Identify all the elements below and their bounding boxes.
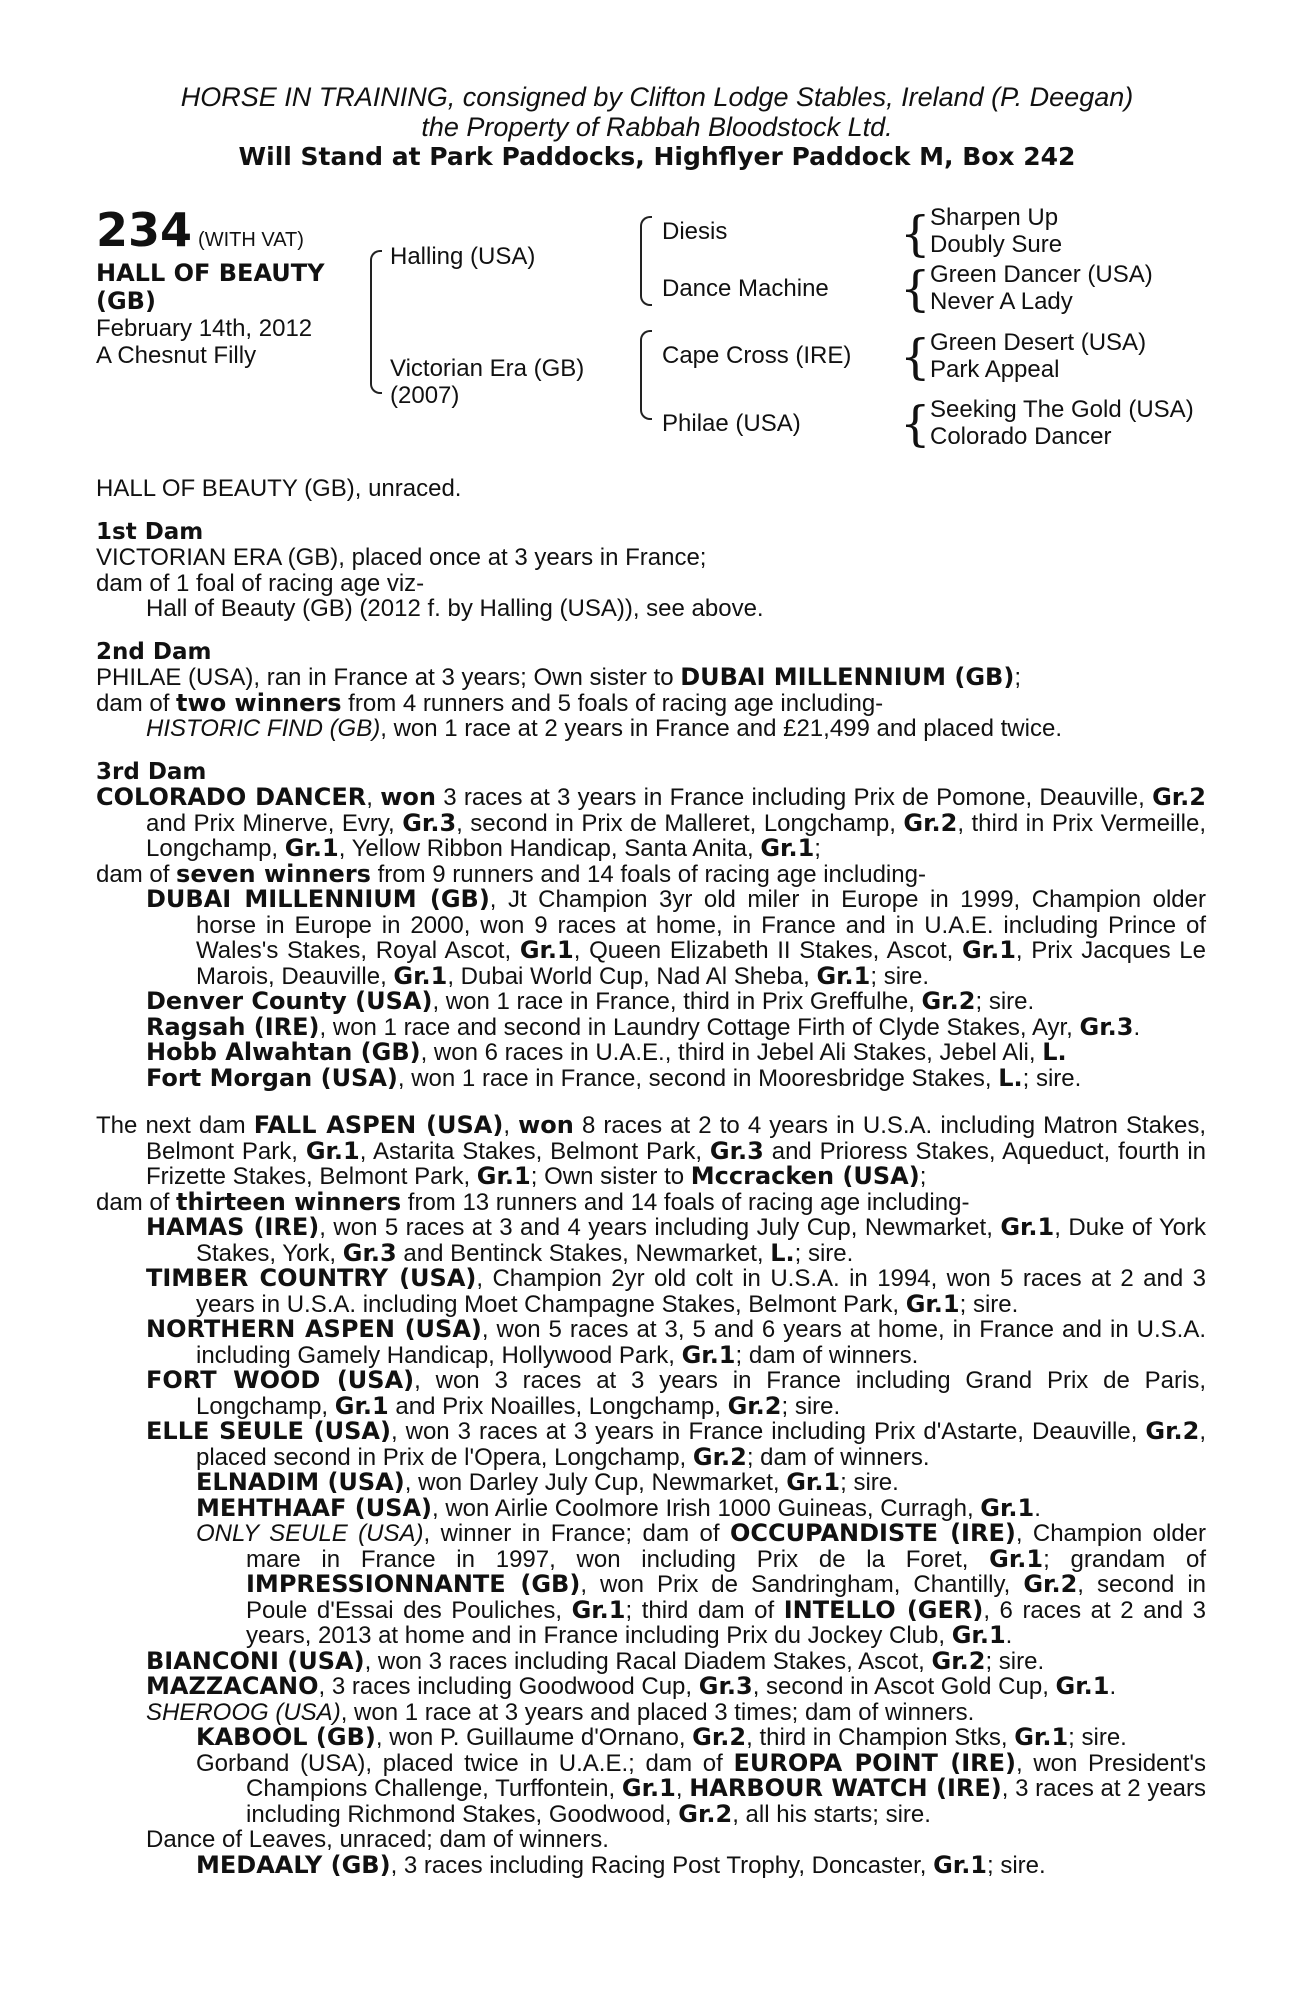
- second-dam-heading: 2nd Dam: [96, 638, 212, 665]
- list-item: KABOOL (GB), won P. Guillaume d'Ornano, Gr.2, third in Champion Stks, Gr.1; sire.: [196, 1723, 1127, 1751]
- pedigree-brace-dam: [640, 330, 652, 420]
- pedigree-ssd: Doubly Sure: [930, 231, 1063, 258]
- list-item: DUBAI MILLENNIUM (GB), Jt Champion 3yr old miler in Europe in 1999, Champion older horse in Europe in 2000, won 9 races at home, in France and in U.A.E. including Prince of Wales's Stakes, Royal Ascot, Gr.1, Queen Elizabeth II Stakes, Ascot, Gr.1, Prix Jacques Le Marois, Deauville, Gr.1, Dubai World Cup, Nad Al Sheba, Gr.1; sire.: [146, 885, 1206, 990]
- foaling-date: February 14th, 2012: [96, 315, 313, 342]
- pedigree-brace-sd: {: [900, 261, 931, 317]
- race-record: HALL OF BEAUTY (GB), unraced.: [96, 475, 462, 502]
- consignor-line: HORSE IN TRAINING, consigned by Clifton Lodge Stables, Ireland (P. Deegan): [180, 82, 1134, 112]
- next-dam-produce-intro: dam of thirteen winners from 13 runners and 14 foals of racing age including-: [96, 1187, 970, 1216]
- pedigree-sds: Green Dancer (USA): [930, 261, 1153, 288]
- list-item: Fort Morgan (USA), won 1 race in France, second in Mooresbridge Stakes, L.; sire.: [146, 1063, 1082, 1092]
- list-item: SHEROOG (USA), won 1 race at 3 years and placed 3 times; dam of winners.: [146, 1698, 975, 1726]
- lot-number: 234: [96, 203, 193, 257]
- list-item: ELLE SEULE (USA), won 3 races at 3 years in France including Prix d'Astarte, Deauville, Gr.2, placed second in Prix de l'Opera, Longchamp, Gr.2; dam of winners.: [146, 1417, 1207, 1471]
- pedigree-dsd: Park Appeal: [930, 356, 1060, 383]
- location-line: Will Stand at Park Paddocks, Highflyer Paddock M, Box 242: [238, 142, 1076, 171]
- pedigree-sss: Sharpen Up: [930, 204, 1059, 231]
- list-item: FORT WOOD (USA), won 3 races at 3 years in France including Grand Prix de Paris, Longchamp, Gr.1 and Prix Noailles, Longchamp, Gr.2; sire.: [146, 1366, 1206, 1420]
- pedigree-sire: Halling (USA): [390, 243, 536, 270]
- pedigree-sdd: Never A Lady: [930, 288, 1073, 315]
- list-item: NORTHERN ASPEN (USA), won 5 races at 3, 5 and 6 years at home, in France and in U.S.A. including Gamely Handicap, Hollywood Park, Gr.1; dam of winners.: [146, 1315, 1207, 1369]
- pedigree-dss: Green Desert (USA): [930, 329, 1147, 356]
- pedigree-brace-main: [370, 250, 382, 394]
- list-item: Hobb Alwahtan (GB), won 6 races in U.A.E., third in Jebel Ali Stakes, Jebel Ali, L.: [146, 1038, 1067, 1066]
- list-item: MEDAALY (GB), 3 races including Racing Post Trophy, Doncaster, Gr.1; sire.: [196, 1850, 1046, 1879]
- list-item: ELNADIM (USA), won Darley July Cup, Newmarket, Gr.1; sire.: [196, 1468, 899, 1496]
- list-item: MEHTHAAF (USA), won Airlie Coolmore Irish 1000 Guineas, Curragh, Gr.1.: [196, 1493, 1041, 1522]
- pedigree-ddd: Colorado Dancer: [930, 423, 1112, 450]
- pedigree-dam-dam: Philae (USA): [662, 410, 801, 437]
- second-dam-produce-intro: dam of two winners from 4 runners and 5 foals of racing age including-: [96, 688, 884, 717]
- next-dam-line: The next dam FALL ASPEN (USA), won 8 races at 2 to 4 years in U.S.A. including Matron Stakes, Belmont Park, Gr.1, Astarita Stakes, Belmont Park, Gr.3 and Prioress Stakes, Aqueduct, fourth in Frizette Stakes, Belmont Park, Gr.1; Own sister to Mccracken (USA);: [96, 1111, 1206, 1190]
- list-item: ONLY SEULE (USA), winner in France; dam of OCCUPANDISTE (IRE), Champion older mare in France in 1997, won including Prix de la Foret, Gr.1; grandam of IMPRESSIONNANTE (GB), won Prix de Sandringham, Chantilly, Gr.2, second in Poule d'Essai des Pouliches, Gr.1; third dam of INTELLO (GER), 6 races at 2 and 3 years, 2013 at home and in France including Prix du Jockey Club, Gr.1.: [196, 1519, 1207, 1649]
- pedigree-brace-dd: {: [900, 396, 931, 452]
- vat-label: (WITH VAT): [198, 229, 304, 251]
- list-item: TIMBER COUNTRY (USA), Champion 2yr old colt in U.S.A. in 1994, won 5 races at 2 and 3 years in U.S.A. including Moet Champagne Stakes, Belmont Park, Gr.1; sire.: [146, 1264, 1206, 1318]
- horse-name: HALL OF BEAUTY: [96, 259, 325, 287]
- pedigree-brace-ss: {: [900, 206, 931, 262]
- pedigree-sire-sire: Diesis: [662, 218, 728, 245]
- list-item: Denver County (USA), won 1 race in France, third in Prix Greffulhe, Gr.2; sire.: [146, 987, 1035, 1015]
- second-dam-line: PHILAE (USA), ran in France at 3 years; Own sister to DUBAI MILLENNIUM (GB);: [96, 663, 1021, 691]
- pedigree-brace-sire: [640, 216, 652, 306]
- owner-line: the Property of Rabbah Bloodstock Ltd.: [421, 112, 893, 142]
- list-item: Dance of Leaves, unraced; dam of winners.: [146, 1826, 609, 1853]
- third-dam-line: COLORADO DANCER, won 3 races at 3 years in France including Prix de Pomone, Deauville, Gr.2 and Prix Minerve, Evry, Gr.3, second in Prix de Malleret, Longchamp, Gr.2, third in Prix Vermeille, Longchamp, Gr.1, Yellow Ribbon Handicap, Santa Anita, Gr.1;: [96, 783, 1207, 862]
- lot-block: [96, 205, 325, 369]
- third-dam-heading: 3rd Dam: [96, 758, 207, 785]
- pedigree-brace-ds: {: [900, 329, 931, 385]
- list-item: BIANCONI (USA), won 3 races including Racal Diadem Stakes, Ascot, Gr.2; sire.: [146, 1646, 1045, 1675]
- first-dam-foal: Hall of Beauty (GB) (2012 f. by Halling (USA)), see above.: [146, 595, 764, 622]
- second-dam-foal: HISTORIC FIND (GB), won 1 race at 2 years in France and £21,499 and placed twice.: [146, 715, 1062, 742]
- first-dam-line: VICTORIAN ERA (GB), placed once at 3 years in France;: [96, 544, 707, 571]
- horse-description: A Chesnut Filly: [96, 342, 257, 369]
- produce-record: [96, 476, 1206, 1878]
- list-item: HAMAS (IRE), won 5 races at 3 and 4 years including July Cup, Newmarket, Gr.1, Duke of York Stakes, York, Gr.3 and Bentinck Stakes, Newmarket, L.; sire.: [146, 1213, 1206, 1267]
- list-item: Ragsah (IRE), won 1 race and second in Laundry Cottage Firth of Clyde Stakes, Ayr, Gr.3.: [146, 1012, 1141, 1041]
- pedigree-sire-dam: Dance Machine: [662, 275, 829, 302]
- pedigree-dds: Seeking The Gold (USA): [930, 396, 1194, 423]
- lot-number-row: [96, 205, 325, 255]
- pedigree-dam-sire: Cape Cross (IRE): [662, 342, 852, 369]
- pedigree-dam: Victorian Era (GB): [390, 355, 585, 382]
- first-dam-produce-intro: dam of 1 foal of racing age viz-: [96, 569, 425, 597]
- list-item: Gorband (USA), placed twice in U.A.E.; dam of EUROPA POINT (IRE), won President's Champions Challenge, Turffontein, Gr.1, HARBOUR WATCH (IRE), 3 races at 2 years including Richmond Stakes, Goodwood, Gr.2, all his starts; sire.: [196, 1748, 1207, 1828]
- pedigree-dam-year: (2007): [390, 382, 460, 409]
- first-dam-heading: 1st Dam: [96, 518, 204, 545]
- horse-suffix: (GB): [96, 287, 156, 315]
- list-item: MAZZACANO, 3 races including Goodwood Cup, Gr.3, second in Ascot Gold Cup, Gr.1.: [146, 1672, 1117, 1700]
- third-dam-produce-intro: dam of seven winners from 9 runners and 14 foals of racing age including-: [96, 859, 926, 888]
